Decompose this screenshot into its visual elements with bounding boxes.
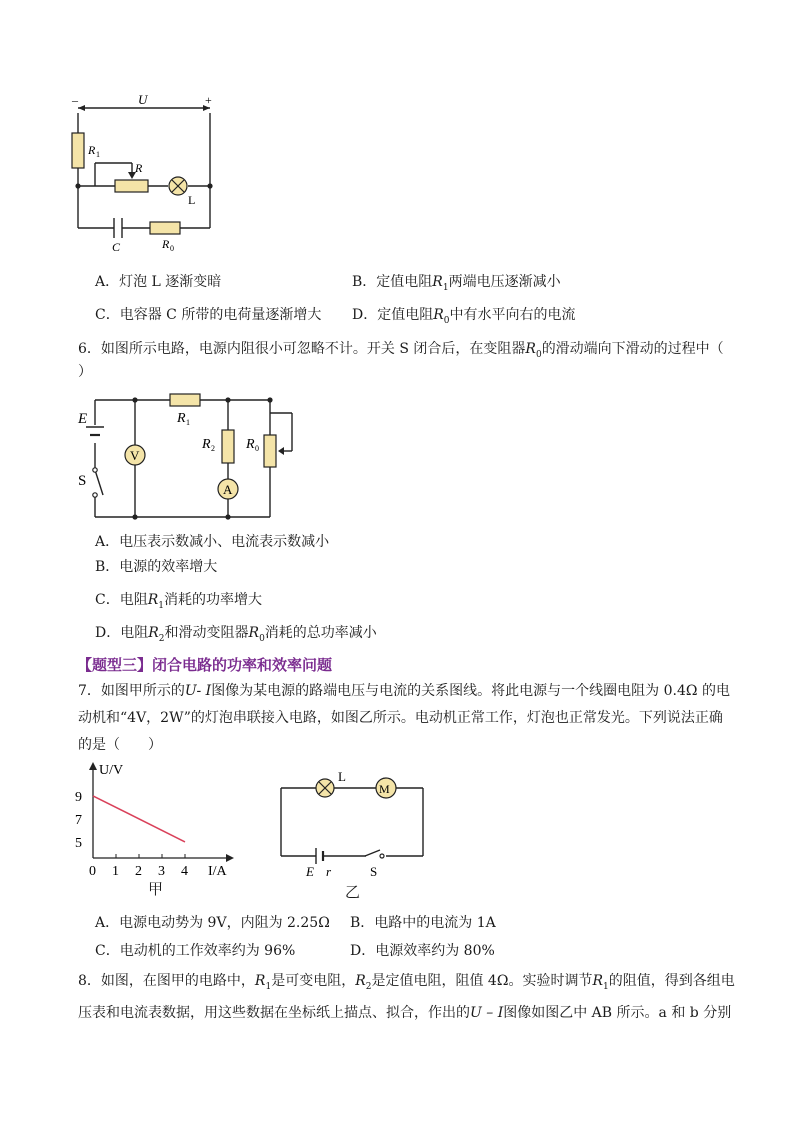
- x-axis-label: I/A: [208, 864, 227, 879]
- e-label: E: [306, 864, 314, 879]
- symbol-r: R: [254, 973, 266, 989]
- q8-line1-post: 的阻值，得到各组电: [608, 973, 735, 989]
- symbol-r: R: [148, 625, 159, 641]
- symbol-sub-2: 2: [158, 633, 165, 644]
- minus-label: –: [72, 93, 78, 107]
- q6-option-c: [95, 590, 262, 616]
- lamp-label: L: [338, 770, 346, 784]
- voltmeter-label: V: [130, 448, 140, 463]
- symbol-r: R: [248, 625, 260, 641]
- q5-option-b: [352, 272, 561, 298]
- y-tick-label: 7: [75, 812, 82, 828]
- q6-stem-post: 的滑动端向下滑动的过程中（: [541, 341, 724, 357]
- y-tick-label: 9: [75, 789, 82, 805]
- q7-line1-post: 图像为某电源的路端电压与电流的关系图线。将此电源与一个线圈电阻为 0.4Ω 的电: [211, 683, 730, 699]
- ammeter-label: A: [223, 482, 233, 497]
- figure-caption-jia: 甲: [148, 880, 164, 898]
- s-label: S: [78, 473, 87, 489]
- plus-label: +: [205, 93, 212, 107]
- y-axis-label: U/V: [99, 763, 124, 778]
- q7-option-b: B．电路中的电流为 1A: [350, 915, 496, 931]
- r1-label: R: [177, 411, 186, 426]
- u-label: U: [138, 92, 148, 107]
- r1-label: R: [88, 143, 96, 157]
- q8-stem-line2: [78, 1003, 731, 1023]
- q6-option-c-post: 消耗的功率增大: [164, 592, 262, 608]
- y-tick-label: 5: [75, 835, 82, 851]
- q7-ui-symbol: U- I: [184, 683, 212, 699]
- symbol-sub-0: 0: [535, 349, 542, 360]
- r0-label: R: [246, 437, 255, 452]
- symbol-sub-2: 2: [365, 981, 372, 992]
- q6-option-d-post: 消耗的总功率减小: [264, 625, 377, 641]
- q7-stem-line3: 的是（ ）: [78, 737, 162, 753]
- x-tick-label: 4: [181, 864, 188, 879]
- lamp-label: L: [188, 193, 196, 207]
- figure-caption-yi: 乙: [345, 883, 361, 901]
- q8-ui-symbol: U – I: [470, 1005, 504, 1021]
- q6-option-b: B．电源的效率增大: [95, 559, 218, 575]
- q6-option-c-pre: C．电阻: [95, 592, 148, 608]
- symbol-sub-1: 1: [158, 600, 164, 611]
- r-label: R: [135, 161, 143, 175]
- q7-option-c: C．电动机的工作效率约为 96%: [95, 943, 296, 959]
- x-tick-label: 3: [158, 864, 165, 879]
- q8-line1-pre: 8．如图，在图甲的电路中，: [78, 973, 255, 989]
- q7-option-a: A．电源电动势为 9V，内阻为 2.25Ω: [95, 915, 330, 931]
- q6-stem-pre: 6．如图所示电路，电源内阻很小可忽略不计。开关 S 闭合后，在变阻器: [78, 341, 526, 357]
- motor-label: M: [379, 782, 390, 796]
- symbol-r: R: [433, 307, 444, 323]
- x-tick-label: 0: [89, 864, 96, 879]
- section-heading: 【题型三】闭合电路的功率和效率问题: [77, 656, 333, 674]
- q7-line1-pre: 7．如图甲所示的: [78, 683, 185, 699]
- circuit-figure-q6: [70, 385, 310, 525]
- r1-sub: 1: [186, 418, 190, 427]
- e-label: E: [78, 411, 88, 427]
- series-line: [93, 796, 185, 842]
- symbol-sub-0: 0: [259, 633, 265, 644]
- s-label: S: [370, 864, 378, 879]
- q8-line2-pre: 压表和电流表数据，用这些数据在坐标纸上描点、拟合，作出的: [78, 1005, 470, 1021]
- q7-stem-line2: 动机和“4V，2W”的灯泡串联接入电路，如图乙所示。电动机正常工作，灯泡也正常发光。下列说法正确: [78, 710, 723, 726]
- c-label: C: [112, 240, 121, 254]
- symbol-r: R: [525, 341, 536, 357]
- symbol-sub-1: 1: [442, 282, 449, 293]
- q5-option-b-pre: B．定值电阻: [352, 274, 433, 290]
- q5-option-d-post: 中有水平向右的电流: [449, 307, 576, 323]
- q5-option-b-post: 两端电压逐渐减小: [448, 274, 561, 290]
- q6-option-d: [95, 623, 377, 649]
- x-tick-label: 1: [112, 864, 119, 879]
- q5-option-d-pre: D．定值电阻: [352, 307, 434, 323]
- symbol-r: R: [355, 973, 366, 989]
- symbol-sub-1: 1: [265, 981, 272, 992]
- r0-label: R: [162, 237, 170, 251]
- q6-stem: [78, 339, 724, 365]
- r1-sub: 1: [96, 150, 100, 159]
- symbol-r: R: [432, 274, 443, 290]
- symbol-sub-1: 1: [603, 981, 609, 992]
- r0-sub: 0: [255, 444, 259, 453]
- q7-stem-line1: [78, 681, 730, 701]
- symbol-r: R: [592, 973, 603, 989]
- r2-sub: 2: [211, 444, 215, 453]
- symbol-r: R: [147, 592, 159, 608]
- q6-option-a: A．电压表示数减小、电流表示数减小: [95, 534, 330, 550]
- q7-option-d: D．电源效率约为 80%: [350, 943, 495, 959]
- q5-option-c: C．电容器 C 所带的电荷量逐渐增大: [95, 307, 322, 323]
- q5-option-d: [352, 305, 576, 331]
- q8-stem-line1: [78, 971, 735, 997]
- r-label: r: [326, 864, 332, 879]
- q8-line1-mid1: 是可变电阻，: [271, 973, 356, 989]
- q8-line2-post: 图像如图乙中 AB 所示。a 和 b 分别: [503, 1005, 732, 1021]
- q6-option-d-mid: 和滑动变阻器: [164, 625, 249, 641]
- x-tick-label: 2: [135, 864, 142, 879]
- r0-sub: 0: [170, 244, 174, 253]
- q6-stem-close: ）: [78, 364, 92, 380]
- q6-option-d-pre: D．电阻: [95, 625, 149, 641]
- r2-label: R: [202, 437, 211, 452]
- symbol-sub-0: 0: [443, 315, 450, 326]
- q8-line1-mid2: 是定值电阻，阻值 4Ω。实验时调节: [371, 973, 593, 989]
- q5-option-a: A．灯泡 L 逐渐变暗: [95, 274, 222, 290]
- circuit-figure-q5: [60, 88, 230, 258]
- circuit-figure-q7: [268, 770, 438, 880]
